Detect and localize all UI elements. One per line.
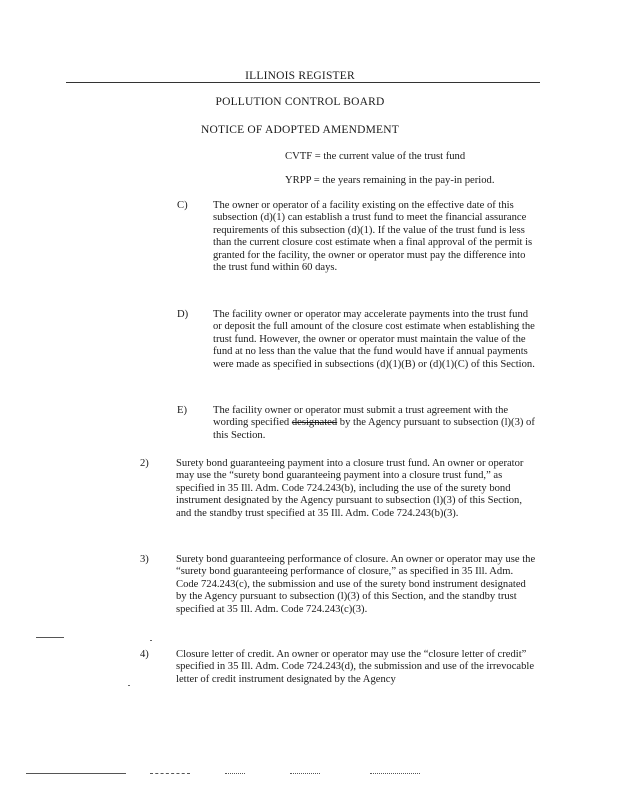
header-rule	[66, 82, 540, 83]
register-title: ILLINOIS REGISTER	[245, 70, 355, 82]
subsection-label-d: D)	[177, 309, 189, 320]
margin-mark	[36, 637, 64, 638]
subsection-text-e-after: by the Agency pursuant to subsection (l)(3) of this Section.	[213, 417, 535, 441]
subsection-text-e-before: The facility owner or operator must submit a trust agreement with the wording specified	[213, 405, 509, 429]
footer-rule	[290, 773, 320, 774]
item-label-2: 2)	[140, 458, 149, 469]
scan-speck	[128, 685, 130, 686]
footer-rule	[370, 773, 420, 774]
item-label-3: 3)	[140, 554, 149, 565]
subsection-label-c: C)	[177, 200, 188, 211]
notice-title: NOTICE OF ADOPTED AMENDMENT	[200, 124, 400, 136]
item-label-4: 4)	[140, 649, 149, 660]
scan-speck	[150, 640, 152, 641]
deleted-word: designated	[291, 417, 338, 429]
subsection-text-d: The facility owner or operator may accelerate payments into the trust fund or deposit the full amount of the closure cost estimate when establishing the trust fund. However, the owner or operator must maintain the value of the fund at no less than the value that the fund would have if annual payments were made as specified in subsections (d)(1)(B) or (d)(1)(C) of this Section.	[213, 309, 535, 370]
item-text-2: Surety bond guaranteeing payment into a closure trust fund. An owner or operator may use the “surety bond guaranteeing payment into a closure trust fund,” as specified in 35 Ill. Adm. Code 724.243(b), including the use of the surety bond instrument designated by the Agency pursuant to subsection (l)(3) of this Section, and the standby trust specified at 35 Ill. Adm. Code 724.243(b)(3).	[176, 458, 524, 519]
item-text-3: Surety bond guaranteeing performance of closure. An owner or operator may use the “surety bond guaranteeing performance of closure,” as specified in 35 Ill. Adm. Code 724.243(c), the submission and use of the surety bond instrument designated by the Agency pursuant to subsection (l)(3) of this Section, and the standby trust specified at 35 Ill. Adm. Code 724.243(c)(3).	[176, 554, 536, 615]
footer-rule	[150, 773, 190, 774]
footer-rule	[26, 773, 126, 774]
subsection-label-e: E)	[177, 405, 187, 416]
definition-yrpp: YRPP = the years remaining in the pay-in period.	[285, 175, 495, 186]
subsection-text-c: The owner or operator of a facility existing on the effective date of this subsection (d)(1) can establish a trust fund to meet the financial assurance requirements of this subsection (d)(1). If the value of the trust fund is less than the current closure cost estimate when a final approval of the permit is granted for the facility, the owner or operator must pay the difference into the trust fund within 60 days.	[213, 200, 533, 274]
subsection-text-e	[213, 405, 536, 442]
footer-rule	[225, 773, 245, 774]
item-text-4: Closure letter of credit. An owner or operator may use the “closure letter of credit” specified in 35 Ill. Adm. Code 724.243(d), the submission and use of the irrevocable letter of credit instrument designated by the Agency	[176, 649, 535, 685]
board-title: POLLUTION CONTROL BOARD	[215, 96, 385, 108]
definition-cvtf: CVTF = the current value of the trust fund	[285, 151, 466, 162]
